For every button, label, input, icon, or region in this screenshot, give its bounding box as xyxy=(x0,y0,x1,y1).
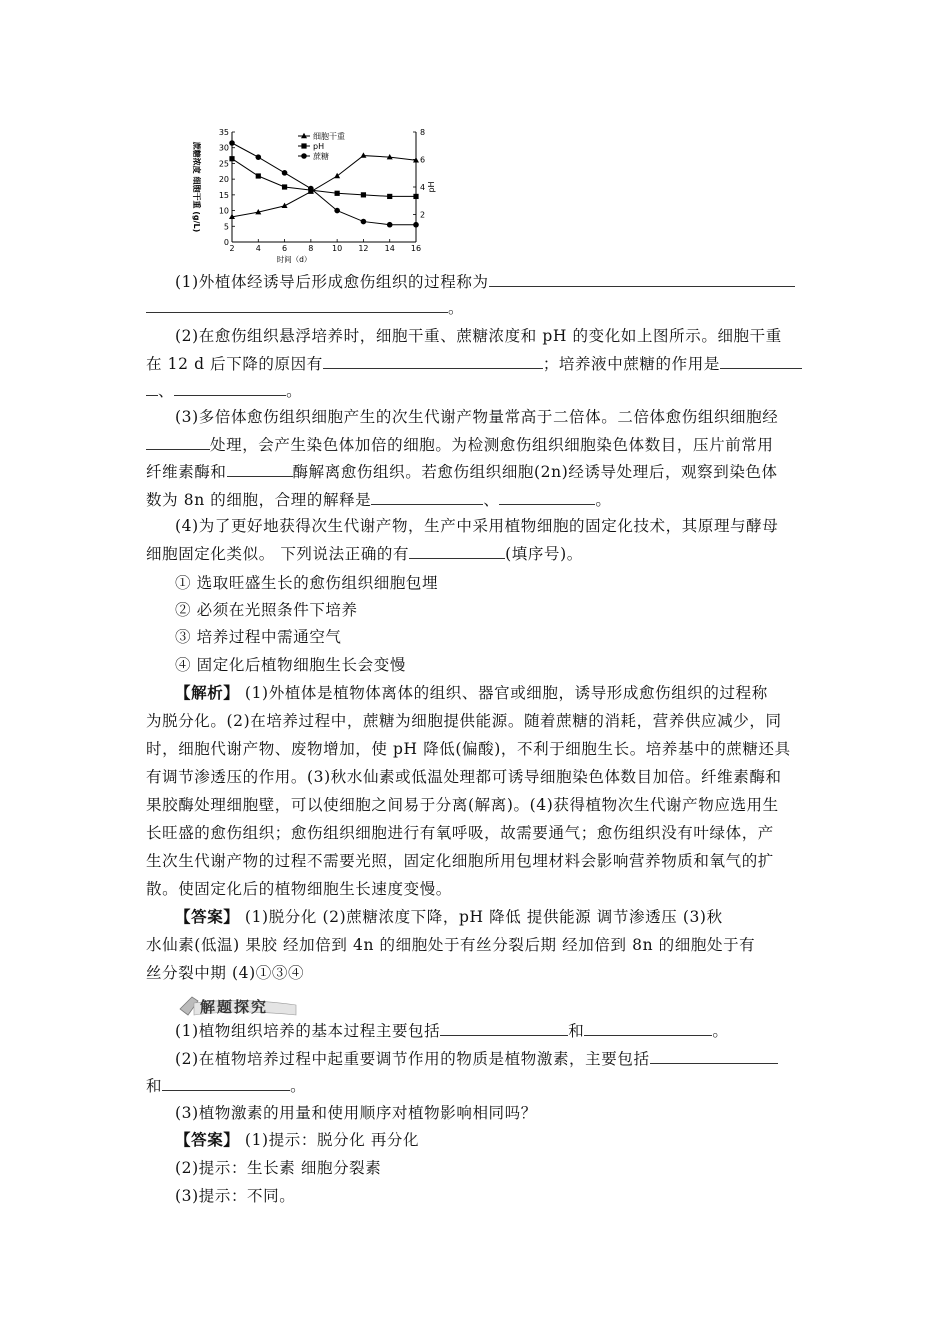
question-2-text-b: 在 12 d 后下降的原因有 xyxy=(146,355,323,373)
answer-line-2: 水仙素(低温) 果胶 经加倍到 4n 的细胞处于有丝分裂后期 经加倍到 8n 的细胞处于有 xyxy=(146,936,756,954)
analysis-text: (1)外植体是植物体离体的组织、器官或细胞，诱导形成愈伤组织的过程称 xyxy=(239,684,768,702)
analysis-line-7: 生次生代谢产物的过程不需要光照，固定化细胞所用包埋材料会影响营养物质和氧气的扩 xyxy=(146,852,774,870)
growth-chart xyxy=(170,122,440,272)
data-point-square xyxy=(282,184,287,189)
section-banner-title: 解题探究 xyxy=(200,998,269,1016)
conjunction: 和 xyxy=(146,1077,163,1095)
answer-blank[interactable] xyxy=(146,431,210,450)
y-tick-label-left: 25 xyxy=(218,159,229,169)
analysis-line-5: 果胶酶处理细胞壁，可以使细胞之间易于分离(解离)。(4)获得植物次生代谢产物应选用生 xyxy=(146,796,779,814)
legend-label: 蔗糖 xyxy=(313,152,329,161)
explore-text: (2)在植物培养过程中起重要调节作用的物质是植物激素，主要包括 xyxy=(175,1050,650,1068)
answer-blank[interactable] xyxy=(227,458,293,477)
question-1-line xyxy=(146,268,810,295)
period: 。 xyxy=(595,491,612,509)
analysis-line-4: 有调节渗透压的作用。(3)秋水仙素或低温处理都可诱导细胞染色体数目加倍。纤维素酶和 xyxy=(146,768,782,786)
question-1-line-2 xyxy=(146,294,810,321)
data-point-circle xyxy=(334,208,340,214)
data-point-circle xyxy=(308,186,314,192)
legend-label: pH xyxy=(313,142,325,151)
data-point-circle xyxy=(413,222,419,228)
answer-blank[interactable] xyxy=(371,486,483,505)
chart-legend xyxy=(298,131,345,161)
y-tick-label-left: 10 xyxy=(218,206,229,216)
answer-blank[interactable] xyxy=(489,268,795,287)
analysis-line-2: 为脱分化。(2)在培养过程中，蔗糖为细胞提供能源。随着蔗糖的消耗，营养供应减少，同 xyxy=(146,712,782,730)
question-3-text-c2: 酶解离愈伤组织。若愈伤组织细胞(2n)经诱导处理后，观察到染色体 xyxy=(292,463,778,481)
question-2-line-2 xyxy=(146,350,810,377)
analysis-line-1 xyxy=(175,680,839,706)
answer-blank[interactable] xyxy=(499,486,595,505)
question-3-line-2 xyxy=(146,431,810,458)
y-tick-label-left: 20 xyxy=(218,175,229,185)
data-point-circle xyxy=(229,140,235,146)
x-axis-label: 时间（d） xyxy=(276,255,312,264)
data-point-square xyxy=(335,191,340,196)
data-point-circle xyxy=(301,153,307,159)
x-tick-label: 14 xyxy=(384,244,395,253)
answer-blank[interactable] xyxy=(650,1045,778,1064)
y-axis-label-left: 蔗糖浓度 细胞干重 (g/L) xyxy=(192,141,201,233)
data-point-square xyxy=(229,156,234,161)
answer-blank[interactable] xyxy=(146,294,448,313)
x-tick-label: 4 xyxy=(255,244,261,253)
answer-blank[interactable] xyxy=(146,377,158,396)
legend-label: 细胞干重 xyxy=(313,132,345,141)
question-3-text-c1: 纤维素酶和 xyxy=(146,463,227,481)
explore-answer-2: (2)提示：生长素 细胞分裂素 xyxy=(175,1159,382,1177)
y-tick-label-left: 5 xyxy=(223,222,229,232)
y-tick-label-right: 2 xyxy=(420,210,426,220)
period: 。 xyxy=(290,1077,307,1095)
analysis-line-8: 散。使固定化后的植物细胞生长速度变慢。 xyxy=(146,880,452,898)
answer-blank[interactable] xyxy=(162,1072,290,1091)
analysis-line-3: 时，细胞代谢产物、废物增加，使 pH 降低(偏酸)，不利于细胞生长。培养基中的蔗糖还具 xyxy=(146,740,791,758)
answer-text: (1)脱分化 (2)蔗糖浓度下降，pH 降低 提供能源 调节渗透压 (3)秋 xyxy=(239,908,723,926)
x-tick-label: 2 xyxy=(229,244,235,253)
y-axis-label-right: pH xyxy=(427,181,436,193)
y-tick-label-right: 8 xyxy=(420,128,426,137)
question-3-line-4 xyxy=(146,486,810,513)
option-1: ① 选取旺盛生长的愈伤组织细胞包埋 xyxy=(175,574,439,592)
y-tick-label-left: 30 xyxy=(218,143,229,153)
x-tick-label: 10 xyxy=(332,244,343,253)
explore-line-2 xyxy=(175,1045,839,1072)
question-2-text-c: ；培养液中蔗糖的作用是 xyxy=(542,355,720,373)
answer-blank[interactable] xyxy=(409,540,505,559)
period: 。 xyxy=(286,382,303,400)
explore-line-4: (3)植物激素的用量和使用顺序对植物影响相同吗？ xyxy=(175,1104,537,1122)
data-point-circle xyxy=(255,154,261,160)
answer-line-1 xyxy=(175,904,839,930)
data-point-square xyxy=(256,173,261,178)
x-tick-label: 16 xyxy=(410,244,422,253)
analysis-label: 【解析】 xyxy=(175,683,240,702)
question-2-line-3 xyxy=(146,377,810,404)
question-4-line: (4)为了更好地获得次生代谢产物，生产中采用植物细胞的固定化技术，其原理与酵母 xyxy=(175,517,779,535)
answer-label: 【答案】 xyxy=(175,907,240,926)
y-tick-label-left: 15 xyxy=(218,190,229,200)
answer-blank[interactable] xyxy=(584,1017,712,1036)
data-point-circle xyxy=(387,222,393,228)
explore-line-1 xyxy=(175,1017,839,1044)
data-point-square xyxy=(361,192,366,197)
answer-label: 【答案】 xyxy=(175,1130,240,1149)
question-4-line-2 xyxy=(146,540,810,567)
data-point-triangle xyxy=(360,152,366,157)
question-3-line-3 xyxy=(146,458,810,485)
question-2-line: (2)在愈伤组织悬浮培养时，细胞干重、蔗糖浓度和 pH 的变化如上图所示。细胞干重 xyxy=(175,327,782,345)
data-point-triangle xyxy=(334,173,340,178)
data-point-square xyxy=(387,194,392,199)
separator: 、 xyxy=(158,382,175,400)
data-point-triangle xyxy=(282,203,288,208)
answer-blank[interactable] xyxy=(720,350,802,369)
explore-answer-3: (3)提示：不同。 xyxy=(175,1187,296,1205)
data-point-circle xyxy=(361,219,367,225)
explore-answer-1 xyxy=(175,1127,839,1153)
data-point-square xyxy=(413,194,418,199)
x-tick-label: 12 xyxy=(358,244,369,253)
series-line-triangle xyxy=(232,156,416,217)
analysis-line-6: 长旺盛的愈伤组织；愈伤组织细胞进行有氧呼吸，故需要通气；愈伤组织没有叶绿体，产 xyxy=(146,824,774,842)
x-tick-label: 8 xyxy=(308,244,314,253)
separator: 、 xyxy=(483,491,500,509)
question-3-text-b: 处理，会产生染色体加倍的细胞。为检测愈伤组织细胞染色体数目，压片前常用 xyxy=(210,436,774,454)
x-tick-label: 6 xyxy=(282,244,288,253)
y-tick-label-right: 6 xyxy=(420,155,426,165)
question-1-text: (1)外植体经诱导后形成愈伤组织的过程称为 xyxy=(175,273,489,291)
answer-text: (1)提示：脱分化 再分化 xyxy=(239,1131,420,1149)
period: 。 xyxy=(712,1022,729,1040)
option-2: ② 必须在光照条件下培养 xyxy=(175,601,358,619)
conjunction: 和 xyxy=(568,1022,585,1040)
option-4: ④ 固定化后植物细胞生长会变慢 xyxy=(175,656,406,674)
data-point-square xyxy=(301,143,306,148)
answer-blank[interactable] xyxy=(440,1017,568,1036)
y-tick-label-left: 35 xyxy=(218,128,229,137)
period: 。 xyxy=(448,299,465,317)
option-3: ③ 培养过程中需通空气 xyxy=(175,628,342,646)
question-3-text-d: 数为 8n 的细胞，合理的解释是 xyxy=(146,491,372,509)
answer-blank[interactable] xyxy=(323,350,543,369)
answer-blank[interactable] xyxy=(174,377,286,396)
question-4-text-b1: 细胞固定化类似。 下列说法正确的有 xyxy=(146,545,410,563)
answer-line-3: 丝分裂中期 (4)①③④ xyxy=(146,964,305,982)
explore-text: (1)植物组织培养的基本过程主要包括 xyxy=(175,1022,441,1040)
question-4-text-b2: (填序号)。 xyxy=(505,545,583,563)
data-point-circle xyxy=(282,170,288,176)
y-tick-label-left: 0 xyxy=(223,238,229,247)
y-tick-label-right: 4 xyxy=(420,183,426,192)
explore-line-3 xyxy=(146,1072,810,1099)
question-3-line: (3)多倍体愈伤组织细胞产生的次生代谢产物量常高于二倍体。二倍体愈伤组织细胞经 xyxy=(175,408,779,426)
